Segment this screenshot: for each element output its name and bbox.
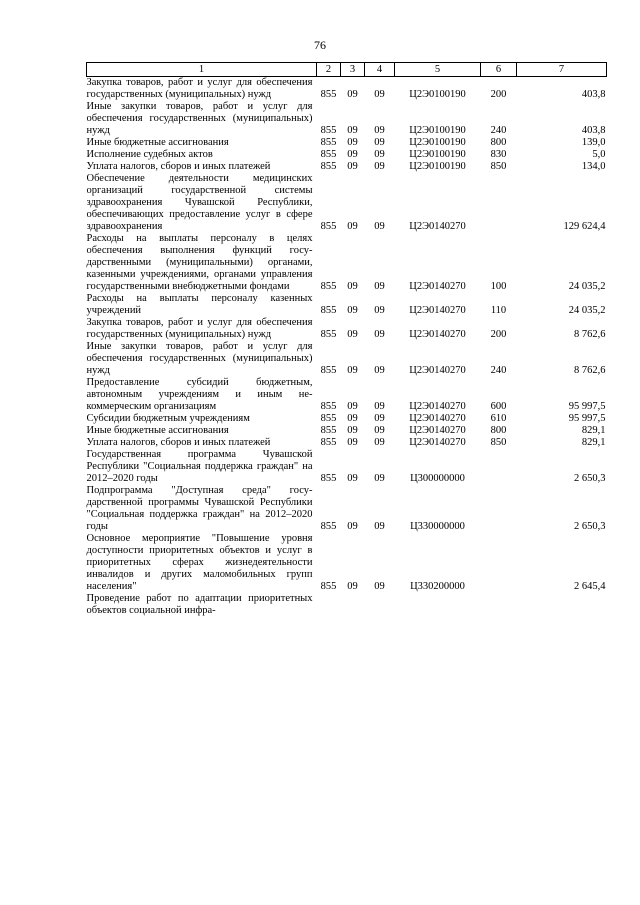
amount-cell: 403,8 xyxy=(581,125,606,136)
ved-code-cell: 855 xyxy=(320,137,337,148)
table-row xyxy=(87,317,607,341)
expense-type-cell: 600 xyxy=(490,401,507,412)
subsection-code-cell: 09 xyxy=(374,425,385,436)
section-code-cell: 09 xyxy=(347,281,358,292)
subsection-code-cell: 09 xyxy=(374,281,385,292)
ved-code-cell: 855 xyxy=(320,425,337,436)
table-row xyxy=(87,485,607,533)
expense-type-cell: 850 xyxy=(490,161,507,172)
subsection-code-cell: 09 xyxy=(374,305,385,316)
table-row xyxy=(87,149,607,161)
row-name-cell: Проведение работ по адаптации приоритетных объектов социальной инфра- xyxy=(86,593,313,616)
ved-code-cell: 855 xyxy=(320,329,337,340)
target-article-cell: Ц2Э0100190 xyxy=(409,89,466,100)
table-row xyxy=(87,449,607,485)
amount-cell: 829,1 xyxy=(581,437,606,448)
table-row xyxy=(87,161,607,173)
row-name-cell: Исполнение судебных актов xyxy=(86,149,213,160)
amount-cell: 2 650,3 xyxy=(574,521,606,532)
target-article-cell: Ц2Э0140270 xyxy=(409,305,466,316)
row-name-cell: Подпрограмма "Доступная среда" государственной программы Чувашской Республики "Социальная поддержка граждан" на 2012–2020 годы xyxy=(86,485,313,532)
header-col-1: 1 xyxy=(87,63,317,77)
target-article-cell: Ц2Э0100190 xyxy=(409,137,466,148)
amount-cell: 829,1 xyxy=(581,425,606,436)
amount-cell: 5,0 xyxy=(592,149,606,160)
target-article-cell: Ц2Э0140270 xyxy=(409,221,466,232)
amount-cell: 8 762,6 xyxy=(574,329,606,340)
row-name-cell: Обеспечение деятельности медицинских организаций государственной системы здравоохранения Чувашской Республики, обеспечивающих предоставление услуг в сфере здравоохранения xyxy=(86,173,313,232)
table-row xyxy=(87,293,607,317)
section-code-cell: 09 xyxy=(347,521,358,532)
section-code-cell: 09 xyxy=(347,137,358,148)
table-row xyxy=(87,77,607,102)
row-name-cell: Субсидии бюджетным учреждениям xyxy=(86,413,250,424)
ved-code-cell: 855 xyxy=(320,521,337,532)
table-row xyxy=(87,593,607,617)
table-row xyxy=(87,377,607,413)
section-code-cell: 09 xyxy=(347,125,358,136)
section-code-cell: 09 xyxy=(347,305,358,316)
row-name-cell: Иные бюджетные ассигнования xyxy=(86,137,229,148)
target-article-cell: Ц2Э0100190 xyxy=(409,161,466,172)
expense-type-cell xyxy=(481,485,517,533)
header-col-6: 6 xyxy=(481,63,517,77)
header-col-3: 3 xyxy=(341,63,365,77)
amount-cell: 24 035,2 xyxy=(568,281,606,292)
header-col-5: 5 xyxy=(395,63,481,77)
section-code-cell: 09 xyxy=(347,329,358,340)
amount-cell: 139,0 xyxy=(581,137,606,148)
ved-code-cell: 855 xyxy=(320,161,337,172)
subsection-code-cell: 09 xyxy=(374,401,385,412)
ved-code-cell: 855 xyxy=(320,581,337,592)
ved-code-cell: 855 xyxy=(320,365,337,376)
row-name-cell: Государственная программа Чувашской Республики "Социальная поддержка граждан" на 2012–2020 годы xyxy=(86,449,313,484)
row-name-cell: Иные закупки товаров, работ и услуг для обеспечения государственных (муниципальных) нужд xyxy=(86,341,313,376)
amount-cell: 2 650,3 xyxy=(574,473,606,484)
table-row xyxy=(87,137,607,149)
table-row xyxy=(87,425,607,437)
page-number: 76 xyxy=(314,38,326,52)
header-col-2: 2 xyxy=(317,63,341,77)
subsection-code-cell: 09 xyxy=(374,329,385,340)
expense-type-cell: 610 xyxy=(490,413,507,424)
amount-cell: 24 035,2 xyxy=(568,305,606,316)
table-body xyxy=(87,77,607,618)
ved-code-cell: 855 xyxy=(320,401,337,412)
ved-code-cell: 855 xyxy=(320,149,337,160)
expense-type-cell: 800 xyxy=(490,425,507,436)
header-col-4: 4 xyxy=(365,63,395,77)
target-article-cell: Ц2Э0140270 xyxy=(409,329,466,340)
row-name-cell: Предоставление субсидий бюджетным, автономным учреждениям и иным некоммерческим организациям xyxy=(86,377,313,412)
ved-code-cell: 855 xyxy=(320,473,337,484)
subsection-code-cell: 09 xyxy=(374,137,385,148)
table-row xyxy=(87,437,607,449)
subsection-code-cell: 09 xyxy=(374,581,385,592)
section-code-cell: 09 xyxy=(347,401,358,412)
expense-type-cell xyxy=(481,449,517,485)
subsection-code-cell: 09 xyxy=(374,89,385,100)
amount-cell: 8 762,6 xyxy=(574,365,606,376)
amount-cell: 95 997,5 xyxy=(568,413,606,424)
expense-type-cell: 800 xyxy=(490,137,507,148)
ved-code-cell: 855 xyxy=(320,125,337,136)
table-row xyxy=(87,233,607,293)
target-article-cell: Ц2Э0140270 xyxy=(409,281,466,292)
ved-code-cell: 855 xyxy=(320,305,337,316)
section-code-cell: 09 xyxy=(347,161,358,172)
target-article-cell: Ц330000000 xyxy=(410,521,465,532)
expense-type-cell: 240 xyxy=(490,125,507,136)
target-article-cell: Ц330200000 xyxy=(410,581,465,592)
ved-code-cell: 855 xyxy=(320,281,337,292)
expense-type-cell: 200 xyxy=(490,89,507,100)
subsection-code-cell xyxy=(365,593,395,617)
amount-cell: 129 624,4 xyxy=(563,221,606,232)
section-code-cell: 09 xyxy=(347,473,358,484)
row-name-cell: Иные закупки товаров, работ и услуг для обеспечения государственных (муниципальных) нужд xyxy=(86,101,313,136)
expense-type-cell: 110 xyxy=(490,305,507,316)
header-col-7: 7 xyxy=(517,63,607,77)
row-name-cell: Уплата налогов, сборов и иных платежей xyxy=(86,161,271,172)
section-code-cell: 09 xyxy=(347,149,358,160)
target-article-cell: Ц2Э0140270 xyxy=(409,413,466,424)
row-name-cell: Расходы на выплаты персоналу казенных учреждений xyxy=(86,293,313,316)
section-code-cell: 09 xyxy=(347,437,358,448)
target-article-cell xyxy=(395,593,481,617)
target-article-cell: Ц2Э0140270 xyxy=(409,365,466,376)
target-article-cell: Ц2Э0140270 xyxy=(409,437,466,448)
table-row xyxy=(87,173,607,233)
table-row xyxy=(87,101,607,137)
amount-cell: 403,8 xyxy=(581,89,606,100)
target-article-cell: Ц2Э0140270 xyxy=(409,425,466,436)
expense-type-cell: 200 xyxy=(490,329,507,340)
amount-cell: 134,0 xyxy=(581,161,606,172)
target-article-cell: Ц2Э0100190 xyxy=(409,149,466,160)
row-name-cell: Расходы на выплаты персоналу в целях обеспечения выполнения функций государственными (муниципальными) органами, казенными учреждениями, органами управления государственными внебюджетными фондами xyxy=(86,233,313,292)
subsection-code-cell: 09 xyxy=(374,437,385,448)
target-article-cell: Ц300000000 xyxy=(410,473,465,484)
header-row xyxy=(87,63,607,77)
subsection-code-cell: 09 xyxy=(374,149,385,160)
row-name-cell: Уплата налогов, сборов и иных платежей xyxy=(86,437,271,448)
table-row xyxy=(87,413,607,425)
amount-cell: 2 645,4 xyxy=(574,581,606,592)
expense-type-cell: 240 xyxy=(490,365,507,376)
table-row xyxy=(87,341,607,377)
table-row xyxy=(87,533,607,593)
section-code-cell xyxy=(341,593,365,617)
subsection-code-cell: 09 xyxy=(374,221,385,232)
budget-table xyxy=(86,62,607,617)
ved-code-cell: 855 xyxy=(320,413,337,424)
expense-type-cell xyxy=(481,593,517,617)
target-article-cell: Ц2Э0140270 xyxy=(409,401,466,412)
expense-type-cell: 100 xyxy=(490,281,507,292)
row-name-cell: Иные бюджетные ассигнования xyxy=(86,425,229,436)
subsection-code-cell: 09 xyxy=(374,161,385,172)
section-code-cell: 09 xyxy=(347,413,358,424)
target-article-cell: Ц2Э0100190 xyxy=(409,125,466,136)
expense-type-cell: 830 xyxy=(490,149,507,160)
ved-code-cell xyxy=(317,593,341,617)
row-name-cell: Закупка товаров, работ и услуг для обеспечения государственных (муниципальных) нужд xyxy=(86,317,313,340)
ved-code-cell: 855 xyxy=(320,437,337,448)
section-code-cell: 09 xyxy=(347,581,358,592)
subsection-code-cell: 09 xyxy=(374,125,385,136)
row-name-cell: Закупка товаров, работ и услуг для обеспечения государственных (муниципальных) нужд xyxy=(86,77,313,100)
ved-code-cell: 855 xyxy=(320,221,337,232)
subsection-code-cell: 09 xyxy=(374,473,385,484)
amount-cell xyxy=(517,593,607,617)
expense-type-cell: 850 xyxy=(490,437,507,448)
section-code-cell: 09 xyxy=(347,89,358,100)
section-code-cell: 09 xyxy=(347,425,358,436)
section-code-cell: 09 xyxy=(347,221,358,232)
section-code-cell: 09 xyxy=(347,365,358,376)
expense-type-cell xyxy=(481,533,517,593)
amount-cell: 95 997,5 xyxy=(568,401,606,412)
ved-code-cell: 855 xyxy=(320,89,337,100)
row-name-cell: Основное мероприятие "Повышение уровня доступности приоритетных объектов и услуг в приоритетных сферах жизнедеятельности инвалидов и других маломобильных групп населения" xyxy=(86,533,313,592)
subsection-code-cell: 09 xyxy=(374,413,385,424)
expense-type-cell xyxy=(481,173,517,233)
subsection-code-cell: 09 xyxy=(374,521,385,532)
subsection-code-cell: 09 xyxy=(374,365,385,376)
